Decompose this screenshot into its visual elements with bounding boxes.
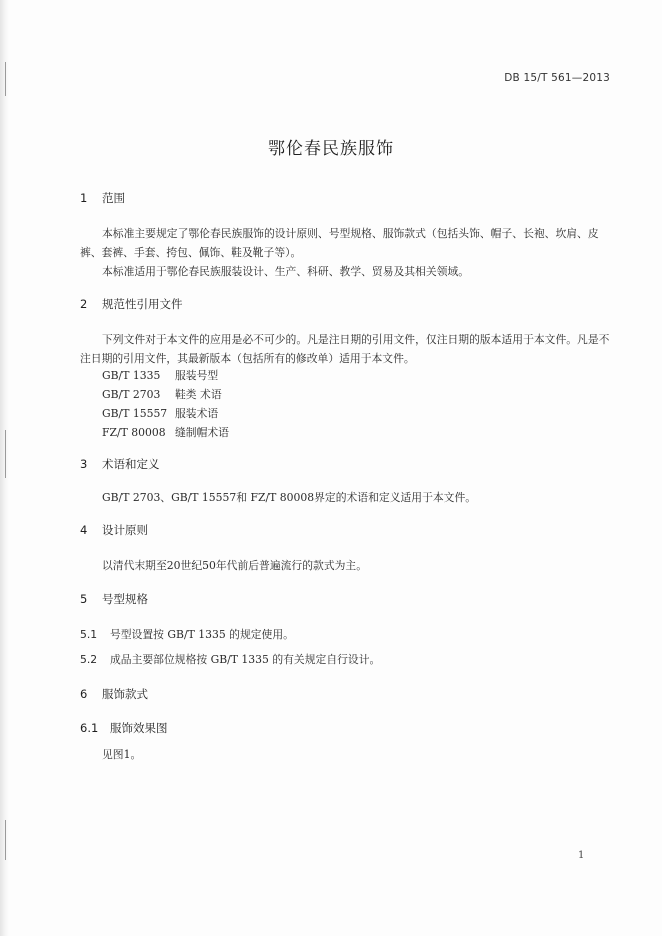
reference-name: 服装术语: [175, 407, 219, 420]
section-heading-scope: [80, 190, 125, 206]
clause-number: 5.2: [80, 653, 98, 666]
section-title: 范围: [102, 191, 125, 205]
references-intro-paragraph: 下列文件对于本文件的应用是必不可少的。凡是注日期的引用文件，仅注日期的版本适用于本文件。凡是不注日期的引用文件，其最新版本（包括所有的修改单）适用于本文件。: [80, 333, 610, 365]
section-title: 设计原则: [102, 523, 148, 537]
reference-item: [102, 406, 218, 421]
reference-item: [102, 387, 222, 402]
reference-item: [102, 425, 229, 440]
section-number: 1: [80, 191, 88, 205]
page-number: 1: [578, 850, 585, 861]
section-heading-size-specs: [80, 591, 148, 607]
scan-mark: [5, 820, 6, 860]
size-spec-clause: [80, 652, 380, 667]
section-heading-design-principles: [80, 522, 148, 538]
section-title: 号型规格: [102, 592, 148, 606]
subsection-title: 服饰效果图: [110, 721, 168, 735]
figure-reference-paragraph: 见图1。: [102, 748, 142, 761]
subsection-heading-effect-drawing: [80, 720, 168, 736]
section-title: 服饰款式: [102, 687, 148, 701]
section-number: 6: [80, 687, 88, 701]
section-title: 术语和定义: [102, 457, 160, 471]
reference-name: 缝制帽术语: [175, 426, 229, 439]
reference-name: 服装号型: [175, 369, 219, 382]
terms-paragraph: GB/T 2703、GB/T 15557和 FZ/T 80008界定的术语和定义适用于本文件。: [102, 491, 477, 504]
scope-paragraph: 本标准主要规定了鄂伦春民族服饰的设计原则、号型规格、服饰款式（包括头饰、帽子、长袍、坎肩、皮裤、套裤、手套、挎包、佩饰、鞋及靴子等）。: [80, 227, 599, 259]
clause-text: 号型设置按 GB/T 1335 的规定使用。: [110, 628, 294, 641]
section-heading-terms-definitions: [80, 456, 160, 472]
reference-code: FZ/T 80008: [102, 426, 166, 439]
scope-paragraph: 本标准适用于鄂伦春民族服装设计、生产、科研、教学、贸易及其相关领域。: [102, 265, 470, 278]
section-number: 3: [80, 457, 88, 471]
reference-name: 鞋类 术语: [175, 388, 222, 401]
section-title: 规范性引用文件: [102, 297, 183, 311]
reference-code: GB/T 15557: [102, 407, 168, 420]
section-heading-clothing-styles: [80, 686, 148, 702]
reference-code: GB/T 2703: [102, 388, 161, 401]
section-number: 5: [80, 592, 88, 606]
document-code: DB 15/T 561—2013: [504, 72, 610, 84]
section-heading-normative-references: [80, 296, 183, 312]
subsection-number: 6.1: [80, 721, 99, 735]
section-number: 2: [80, 297, 88, 311]
reference-code: GB/T 1335: [102, 369, 161, 382]
clause-text: 成品主要部位规格按 GB/T 1335 的有关规定自行设计。: [110, 653, 381, 666]
reference-item: [102, 368, 218, 383]
document-title: 鄂伦春民族服饰: [268, 139, 394, 159]
scan-mark: [5, 62, 6, 96]
section-number: 4: [80, 523, 88, 537]
design-principles-paragraph: 以清代末期至20世纪50年代前后普遍流行的款式为主。: [102, 559, 368, 572]
size-spec-clause: [80, 627, 294, 642]
scan-mark: [5, 430, 6, 478]
clause-number: 5.1: [80, 628, 98, 641]
